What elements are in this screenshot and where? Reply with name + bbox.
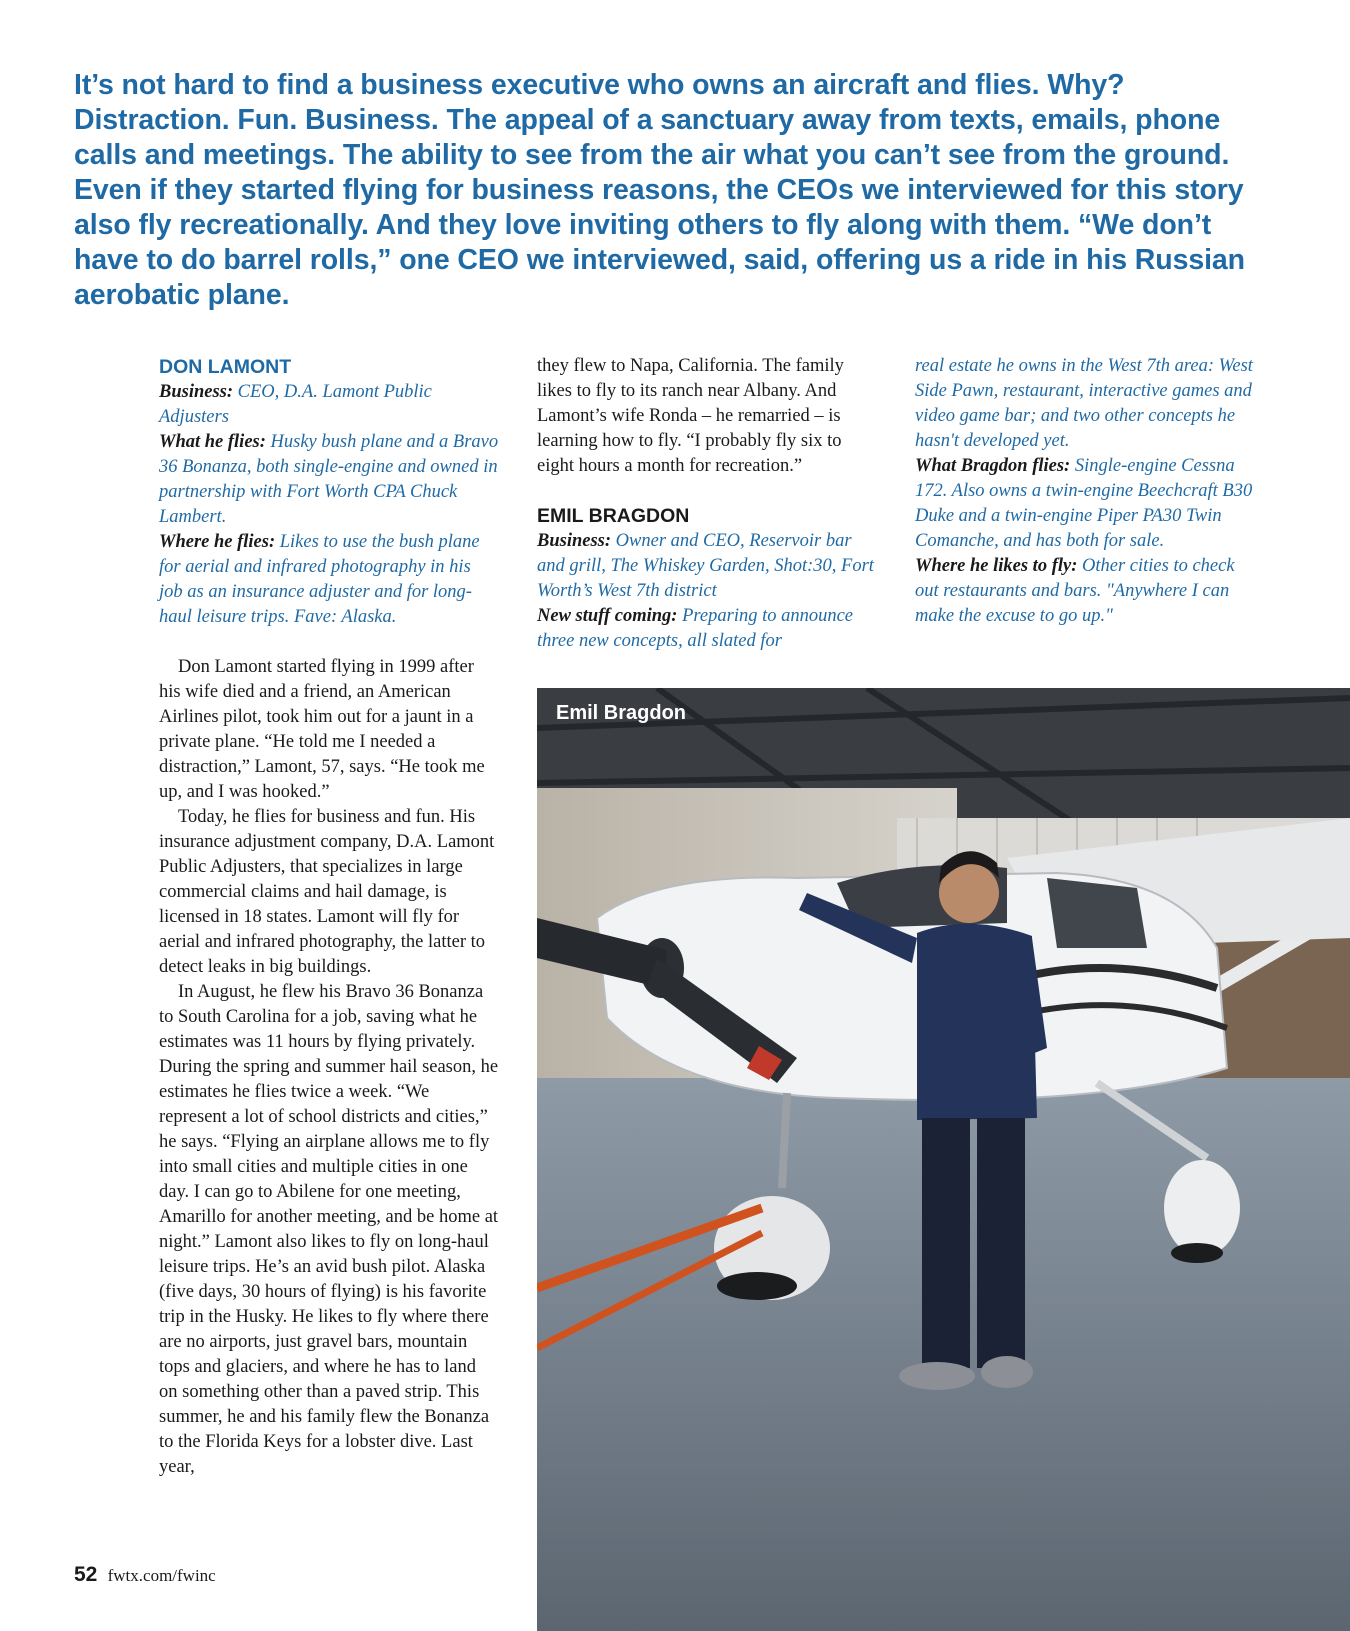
new-stuff-label: New stuff coming: (537, 606, 678, 626)
where-value: Likes to use the bush plane for aerial and infrared photography in his job as an insurance adjuster and for long-haul leisure trips. Fave: Alaska. (159, 532, 480, 627)
profile-name-lamont: DON LAMONT (159, 356, 292, 378)
flies-value: Single-engine Cessna 172. Also owns a twin-engine Beechcraft B30 Duke and a twin-engine Piper PA30 Twin Comanche, and has both for sale. (915, 456, 1253, 551)
bragdon-where (915, 554, 1260, 629)
intro-paragraph: It’s not hard to find a business executive who owns an aircraft and flies. Why? Distraction. Fun. Business. The appeal of a sanctuary away from texts, emails, phone calls and meetings. The ability to see from the air what you can’t see from the ground. Even if they started flying for business reasons, the CEOs we interviewed for this story also fly recreationally. And they love inviting others to fly along with them. “We don’t have to do barrel rolls,” one CEO we interviewed, said, offering us a ride in his Russian aerobatic plane. (74, 69, 1245, 311)
bragdon-flies (915, 454, 1260, 554)
profile-name-bragdon: EMIL BRAGDON (537, 505, 690, 527)
body-paragraph: Today, he flies for business and fun. His insurance adjustment company, D.A. Lamont Public Adjusters, that specializes in large commercial claims and hail damage, is licensed in 18 states. Lamont will fly for aerial and infrared photography, the latter to detect leaks in big buildings. (159, 807, 495, 977)
where-label: Where he flies: (159, 532, 276, 552)
footer-url: fwtx.com/fwinc (107, 1566, 216, 1585)
business-label: Business: (537, 531, 612, 551)
flies-label: What he flies: (159, 432, 266, 452)
page-footer (74, 1563, 216, 1587)
lamont-body-continued: they flew to Napa, California. The family likes to fly to its ranch near Albany. And Lamont’s wife Ronda – he remarried – is learning how to fly. “I probably fly six to eight hours a month for recreation.” (537, 356, 844, 476)
page-number: 52 (74, 1563, 98, 1586)
body-paragraph: In August, he flew his Bravo 36 Bonanza to South Carolina for a job, saving what he estimates was 11 hours by flying privately. During the spring and summer hail season, he estimates he flies twice a week. “We represent a lot of school districts and cities,” he says. “Flying an airplane allows me to fly into small cities and multiple cities in one day. I can go to Abilene for one meeting, Amarillo for another meeting, and be home at night.” Lamont also likes to fly on long-haul leisure trips. He’s an avid bush pilot. Alaska (five days, 30 hours of flying) is his favorite trip in the Husky. He likes to fly where there are no airports, just gravel bars, mountain tops and glaciers, and where he has to land on something other than a paved strip. This summer, he and his family flew the Bonanza to the Florida Keys for a lobster dive. Last year, (159, 982, 499, 1477)
lamont-flies (159, 430, 499, 530)
new-stuff-continued: real estate he owns in the West 7th area: West Side Pawn, restaurant, interactive games and video game bar; and two other concepts he hasn't developed yet. (915, 356, 1253, 451)
business-value: Owner and CEO, Reservoir bar and grill, The Whiskey Garden, Shot:30, Fort Worth’s West 7th district (537, 531, 874, 601)
photo-caption: Emil Bragdon (556, 702, 687, 724)
hangar-photo (537, 688, 1350, 1631)
bragdon-business (537, 529, 882, 604)
column-1 (159, 354, 499, 1480)
lamont-business (159, 380, 499, 430)
column-3 (915, 354, 1260, 629)
lamont-where (159, 530, 499, 630)
hangar-illustration (537, 688, 1350, 1631)
flies-value: Husky bush plane and a Bravo 36 Bonanza, both single-engine and owned in partnership with Fort Worth CPA Chuck Lambert. (159, 432, 499, 527)
where-value: Other cities to check out restaurants and bars. "Anywhere I can make the excuse to go up." (915, 556, 1235, 626)
new-stuff-value: Preparing to announce three new concepts, all slated for (537, 606, 854, 651)
flies-label: What Bragdon flies: (915, 456, 1071, 476)
business-value: CEO, D.A. Lamont Public Adjusters (159, 382, 432, 427)
where-label: Where he likes to fly: (915, 556, 1078, 576)
bragdon-new-stuff (537, 604, 882, 654)
column-2 (537, 354, 882, 654)
business-label: Business: (159, 382, 234, 402)
body-paragraph: Don Lamont started flying in 1999 after his wife died and a friend, an American Airlines pilot, took him out for a jaunt in a private plane. “He told me I needed a distraction,” Lamont, 57, says. “He took me up, and I was hooked.” (159, 657, 485, 802)
lamont-body (159, 655, 499, 1480)
